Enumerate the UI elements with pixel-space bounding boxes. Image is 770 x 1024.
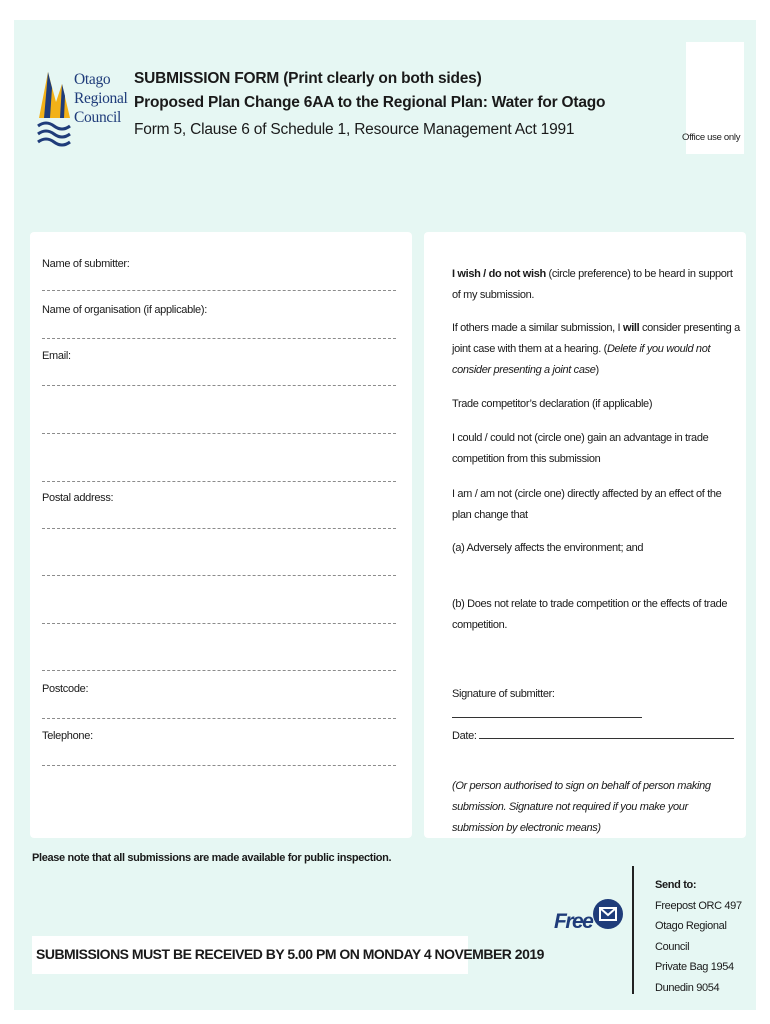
signature-field: [452, 684, 742, 726]
footer-divider: [632, 866, 634, 994]
submitter-details-panel: [30, 232, 412, 838]
office-use-label: Office use only: [682, 132, 741, 143]
name-line[interactable]: [42, 290, 396, 291]
joint-delete-note: Delete if you would not consider presenting a joint case: [452, 343, 711, 376]
telephone-label: Telephone:: [42, 730, 93, 742]
form-header: [134, 70, 605, 139]
signature-line[interactable]: [452, 707, 642, 718]
address-line: Otago Regional: [655, 920, 727, 932]
form-title: SUBMISSION FORM (Print clearly on both sides): [134, 70, 482, 87]
hearing-text: (circle preference) to be heard in support of my submission.: [452, 268, 733, 301]
email-line-3[interactable]: [42, 481, 396, 482]
joint-text-2: consider presenting a joint case with them at a hearing. (: [452, 322, 740, 355]
freepost-label: Free: [554, 910, 593, 933]
logo-wordmark: [74, 70, 128, 127]
organisation-line[interactable]: [42, 338, 396, 339]
address-line: Freepost ORC 497: [655, 899, 742, 912]
declaration-panel: [424, 232, 746, 838]
send-to-heading: Send to:: [655, 879, 697, 891]
postal-line[interactable]: [42, 528, 396, 529]
email-line-2[interactable]: [42, 433, 396, 434]
orc-logo: [36, 66, 136, 156]
trade-declaration-heading: Trade competitor’s declaration (if applicable): [452, 398, 653, 410]
public-inspection-note: Please note that all submissions are made available for public inspection.: [32, 852, 392, 864]
directly-affected-statement[interactable]: I am / am not (circle one) directly affected by an effect of the plan change that: [452, 488, 722, 521]
postal-line-2[interactable]: [42, 575, 396, 576]
date-field: [452, 726, 742, 747]
authorisation-note: [452, 776, 742, 839]
deadline-notice: SUBMISSIONS MUST BE RECEIVED BY 5.00 PM ON MONDAY 4 NOVEMBER 2019: [36, 946, 544, 962]
form-reference: Form 5, Clause 6 of Schedule 1, Resource Management Act 1991: [134, 121, 575, 138]
logo-line: Council: [74, 109, 121, 126]
organisation-label: Name of organisation (if applicable):: [42, 304, 207, 316]
postal-line-4[interactable]: [42, 670, 396, 671]
telephone-line[interactable]: [42, 765, 396, 766]
freepost-envelope-icon: [592, 898, 624, 930]
form-page: [14, 20, 756, 1010]
address-line: Council: [655, 940, 690, 953]
hearing-preference: [452, 264, 742, 306]
trade-advantage-statement[interactable]: I could / could not (circle one) gain an advantage in trade competition from this submission: [452, 432, 709, 465]
logo-line: Otago: [74, 71, 111, 88]
condition-a: (a) Adversely affects the environment; and: [452, 542, 644, 554]
joint-close: ): [595, 364, 599, 376]
joint-text: If others made a similar submission, I: [452, 322, 623, 334]
condition-b: (b) Does not relate to trade competition or the effects of trade competition.: [452, 598, 728, 631]
email-line[interactable]: [42, 385, 396, 386]
send-to-address: [655, 875, 742, 998]
postcode-line[interactable]: [42, 718, 396, 719]
address-line: Private Bag 1954: [655, 961, 734, 973]
logo-line: Regional: [74, 90, 128, 107]
joint-will: will: [622, 322, 640, 334]
postal-line-3[interactable]: [42, 623, 396, 624]
form-subtitle: Proposed Plan Change 6AA to the Regional Plan: Water for Otago: [134, 94, 606, 111]
address-line: Dunedin 9054: [655, 981, 720, 994]
hearing-choice[interactable]: I wish / do not wish: [452, 268, 546, 280]
name-label: Name of submitter:: [42, 258, 130, 270]
signature-label: Signature of submitter:: [452, 688, 555, 700]
postal-label: Postal address:: [42, 492, 114, 504]
joint-case: [452, 318, 742, 381]
date-label: Date:: [452, 730, 477, 742]
authorisation-text: (Or person authorised to sign on behalf of person making submission. Signature not required if you make your submission by electronic means): [452, 780, 711, 834]
date-line[interactable]: [479, 728, 734, 739]
postcode-label: Postcode:: [42, 683, 89, 695]
orc-logo-icon: [36, 66, 76, 156]
email-label: Email:: [42, 350, 71, 362]
